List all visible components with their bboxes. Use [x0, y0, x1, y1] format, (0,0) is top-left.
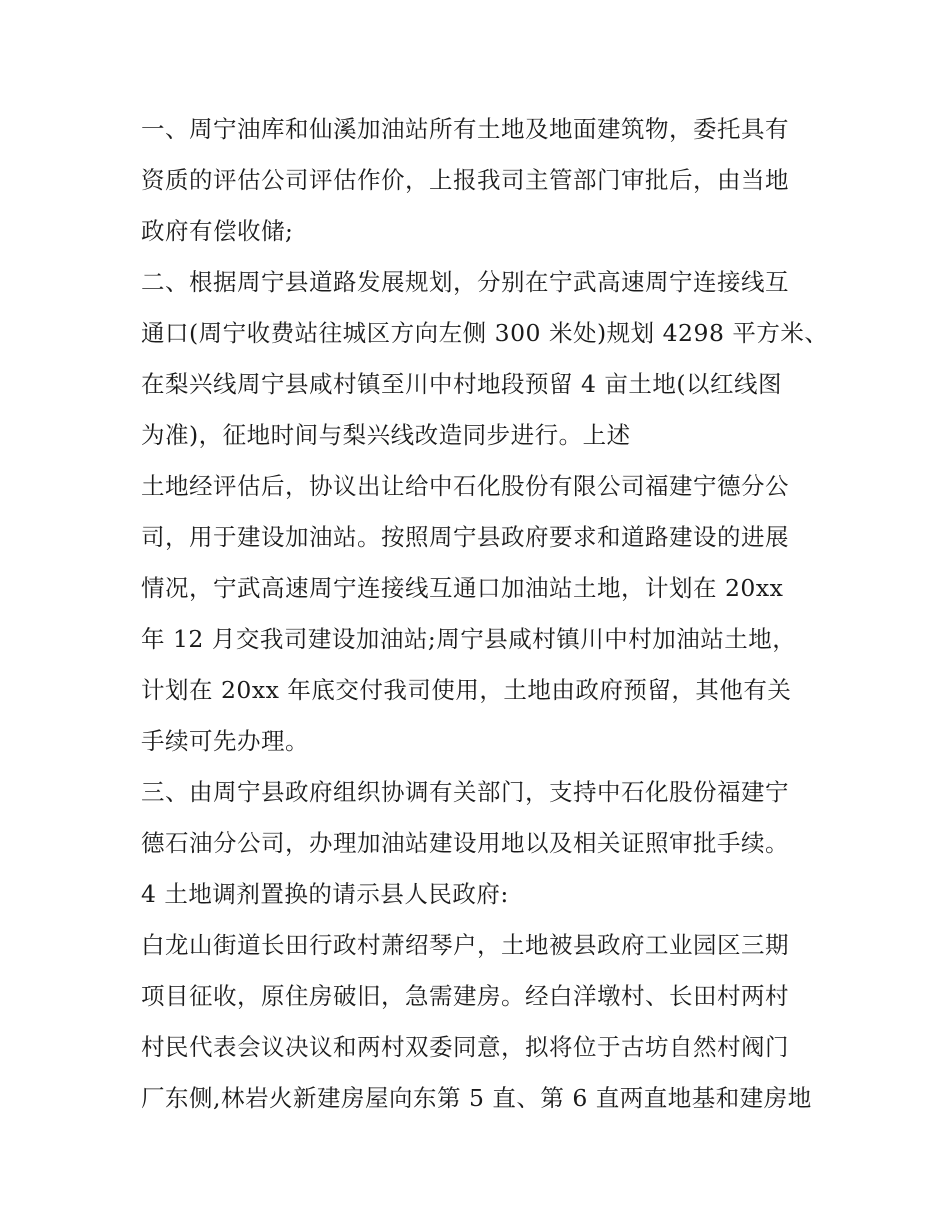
text-line: 情况，宁武高速周宁连接线互通口加油站土地，计划在 20xx [141, 574, 784, 602]
text-line: 政府有偿收储; [141, 217, 294, 245]
text-line: 三、由周宁县政府组织协调有关部门，支持中石化股份福建宁 [141, 778, 789, 806]
text-line: 手续可先办理。 [141, 727, 309, 755]
text-line: 资质的评估公司评估作价，上报我司主管部门审批后，由当地 [141, 166, 789, 194]
text-line: 土地经评估后，协议出让给中石化股份有限公司福建宁德分公 [141, 472, 789, 500]
document-body [141, 104, 829, 1124]
text-line: 年 12 月交我司建设加油站;周宁县咸村镇川中村加油站土地， [141, 625, 797, 653]
text-line: 村民代表会议决议和两村双委同意，拟将位于古坊自然村阀门 [141, 1033, 789, 1061]
text-line: 计划在 20xx 年底交付我司使用，土地由政府预留，其他有关 [141, 676, 792, 704]
text-line: 为准)，征地时间与梨兴线改造同步进行。上述 [141, 421, 631, 449]
text-line: 在梨兴线周宁县咸村镇至川中村地段预留 4 亩土地(以红线图 [141, 370, 783, 398]
text-line: 通口(周宁收费站往城区方向左侧 300 米处)规划 4298 平方米、 [141, 319, 829, 347]
text-line: 司，用于建设加油站。按照周宁县政府要求和道路建设的进展 [141, 523, 789, 551]
text-line: 厂东侧,林岩火新建房屋向东第 5 直、第 6 直两直地基和建房地 [141, 1084, 812, 1112]
text-line: 项目征收，原住房破旧，急需建房。经白洋墩村、长田村两村 [141, 982, 789, 1010]
text-line: 一、周宁油库和仙溪加油站所有土地及地面建筑物，委托具有 [141, 115, 789, 143]
text-line: 白龙山街道长田行政村萧绍琴户，土地被县政府工业园区三期 [141, 931, 789, 959]
text-line: 二、根据周宁县道路发展规划，分别在宁武高速周宁连接线互 [141, 268, 789, 296]
text-line: 德石油分公司，办理加油站建设用地以及相关证照审批手续。 [141, 829, 789, 857]
text-line: 4 土地调剂置换的请示县人民政府: [141, 880, 509, 908]
